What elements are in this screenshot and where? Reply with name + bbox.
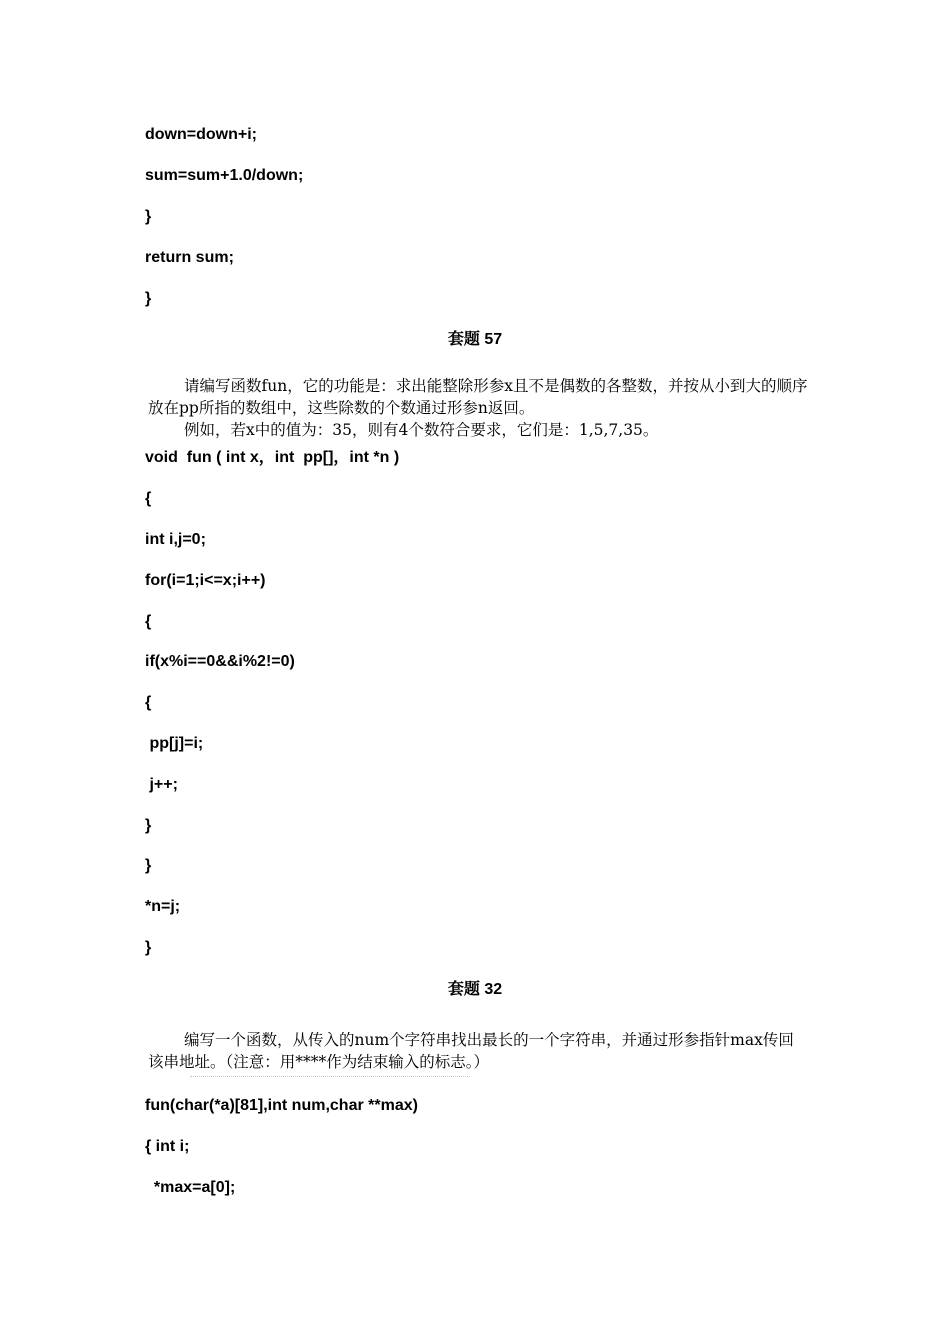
code-line: int i,j=0; [145,531,206,548]
code-line: { int i; [145,1138,190,1155]
code-line: down=down+i; [145,126,257,143]
faint-artifact-line [190,1076,470,1081]
code-line: *n=j; [145,898,181,915]
code-line: { [145,613,152,630]
code-line: j++; [145,776,178,793]
code-line: void fun ( int x，int pp[]，int *n ) [145,449,400,466]
code-line: } [145,939,152,956]
code-line: return sum; [145,249,234,266]
code-line: { [145,694,152,711]
code-line: } [145,857,152,874]
description-line: 编写一个函数，从传入的num个字符串找出最长的一个字符串，并通过形参指针max传回该串地址。（注意：用****作为结束输入的标志。） [148,1031,794,1071]
code-line: sum=sum+1.0/down; [145,167,304,184]
description-line: 请编写函数fun，它的功能是：求出能整除形参x且不是偶数的各整数，并按从小到大的顺序放在pp所指的数组中，这些除数的个数通过形参n返回。 [148,377,808,417]
code-line: } [145,208,152,225]
code-line: fun(char(*a)[81],int num,char **max) [145,1097,418,1114]
code-line: } [145,817,152,834]
code-line: if(x%i==0&&i%2!=0) [145,653,295,670]
code-line: { [145,490,152,507]
code-line: *max=a[0]; [145,1179,236,1196]
section-57-description [148,375,808,441]
code-line: pp[j]=i; [145,735,204,752]
code-line: } [145,290,152,307]
section-title-57: 套题 57 [447,331,503,348]
section-32-description [148,1029,808,1073]
code-line: for(i=1;i<=x;i++) [145,572,266,589]
description-example: 例如，若x中的值为：35，则有4个数符合要求，它们是：1,5,7,35。 [184,421,659,439]
section-title-32: 套题 32 [447,981,503,998]
